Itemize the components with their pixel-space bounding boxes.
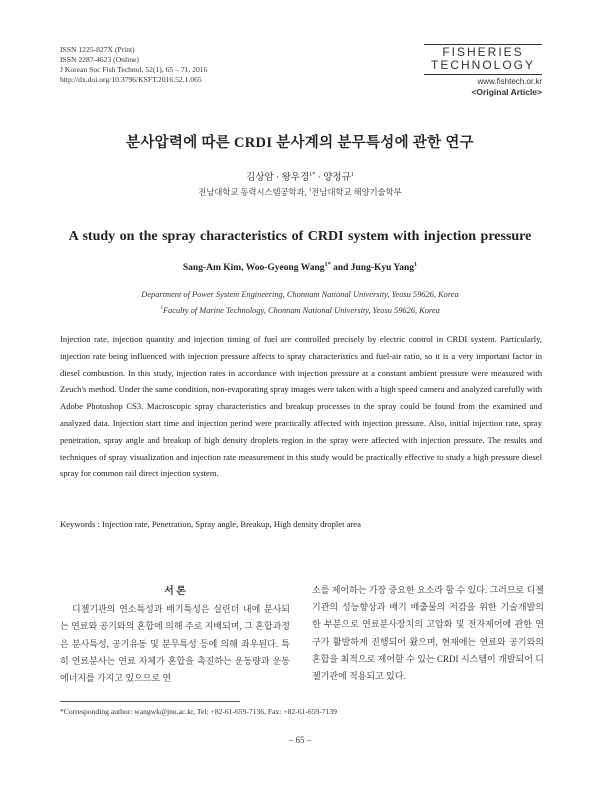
korean-affil-part1: 전남대학교 동력시스템공학과, [198,188,309,197]
journal-url[interactable]: www.fishtech.or.kr [477,77,542,86]
intro-left-column [60,583,290,687]
english-authors-part1: Sang-Am Kim, Woo-Gyeong Wang [182,263,325,273]
english-affiliation-2 [0,306,600,315]
issn-online: ISSN 2287-4623 (Online) [60,55,139,64]
logo-wordmark [424,44,542,75]
korean-title: 분사압력에 따른 CRDI 분사계의 분무특성에 관한 연구 [126,135,474,151]
english-authors-sup2: 1 [414,261,418,268]
korean-authors-sup2: 1 [350,171,354,178]
page-number: – 65 – [288,735,312,745]
keywords: Keywords : Injection rate, Penetration, Spray angle, Breakup, High density droplet area [60,519,361,529]
korean-affiliation [0,186,600,198]
english-authors [0,263,600,273]
intro-heading: 서 론 [164,586,186,597]
korean-authors-part1: 김상암 · 왕우경 [246,173,310,183]
corresponding-author-footnote: *Corresponding author: wangwk@jnu.ac.kr, Tel: +82-61-659-7136, Fax: +82-61-659-7139 [60,707,337,716]
english-affil2-sup: 1 [160,305,163,312]
logo-line-technology: TECHNOLOGY [430,58,535,72]
english-authors-sup1: 1* [324,261,331,268]
logo-line-fisheries: FISHERIES [442,45,524,59]
journal-logo [424,44,542,97]
korean-authors-part2: · 양정규 [315,173,351,183]
footnote-divider [60,701,240,702]
korean-affil-part2: 전남대학교 해양기술학부 [311,188,402,197]
intro-left-text: 디젤기관의 연소특성과 배기특성은 실린더 내에 분사되는 연료와 공기와의 혼합에 의해 주로 지배되며, 그 혼합과정은 분사특성, 공기유동 및 분무특성 등에 의해 좌우된다. 특히 연료분사는 연료 자체가 혼합을 촉진하는 운동량과 운동에너지를 가지고 있으므로 연 [60,604,290,684]
doi-link[interactable]: http://dx.doi.org/10.3796/KSFT.2016.52.1.065 [60,75,202,84]
journal-metadata [60,45,207,85]
english-affil2-text: Faculty of Marine Technology, Chonnam National University, Yeosu 59626, Korea [162,306,440,315]
korean-authors [0,169,600,183]
english-authors-part2: and Jung-Kyu Yang [330,263,415,273]
english-affiliation-1: Department of Power System Engineering, Chonnam National University, Yeosu 59626, Korea [141,290,459,299]
intro-right-text: 소를 제어하는 가장 중요한 요소라 할 수 있다. 그러므로 디젤기관의 성능향상과 배기 배출물의 저감을 위한 기술개발의 한 부분으로 연료분사장치의 고압화 및 전자제어에 관한 연구가 활발하게 진행되어 왔으며, 현재에는 연료와 공기와의 혼합을 최적으로 제어할 수 있는 CRDI 시스템이 개발되어 디젤기관에 적용되고 있다. [312,585,544,682]
abstract: Injection rate, injection quantity and injection timing of fuel are controlled precisely by electric control in CRDI system. Particularly, injection rate being influenced with injection pressure affects to spray characteristics and fuel-air ratio, so it is a very important factor in diesel combustion. In this study, injection rates in accordance with injection pressure at a constant ambient pressure were measured with Zeuch's method. Under the same condition, non-evaporating spray images were taken with a high speed camera and analyzed carefully with Adobe Photoshop CS3. Macroscopic spray characteristics and breakup processes in the spray could be found from the examined and analyzed data. Injection start time and injection period were practically affected with injection pressure. Also, initial injection rate, spray penetration, spray angle and breakup of high density droplets region in the spray were affected with injection pressure. The results and techniques of spray visualization and injection rate measurement in this study would be practically effective to study a high pressure diesel spray for common rail direct injection system. [60,334,542,479]
korean-authors-sup1: 1* [309,171,316,178]
korean-affil-sup: 1 [308,187,312,194]
issn-print: ISSN 1225-827X (Print) [60,45,135,54]
english-title: A study on the spray characteristics of CRDI system with injection pressure [68,229,532,244]
intro-right-column [312,582,544,685]
article-type: <Original Article> [471,87,542,97]
journal-citation: J Korean Soc Fish Technol, 52(1), 65 – 71, 2016 [60,65,208,74]
